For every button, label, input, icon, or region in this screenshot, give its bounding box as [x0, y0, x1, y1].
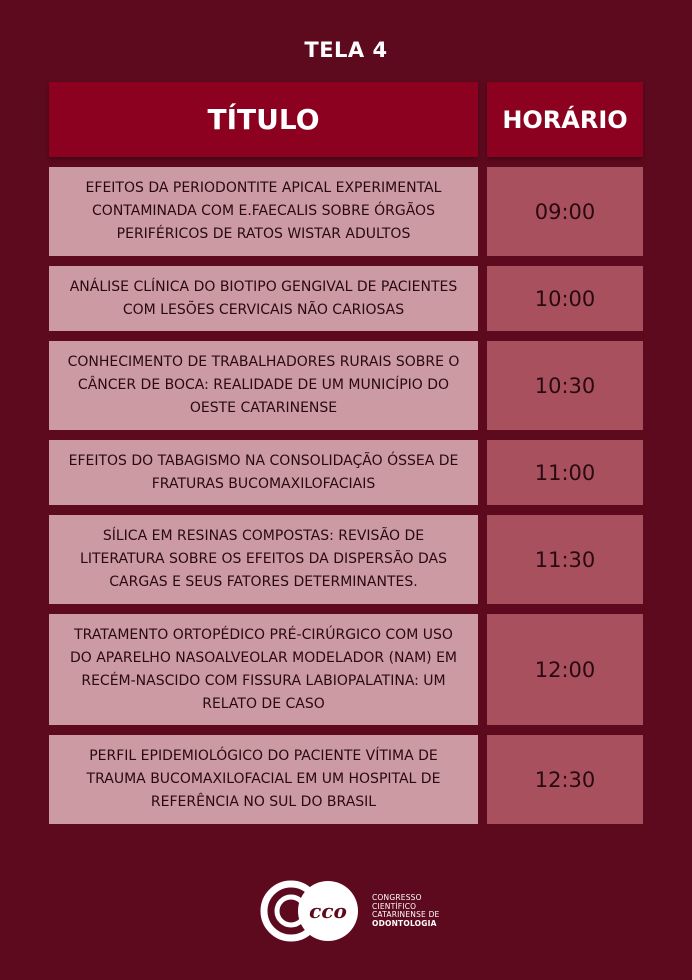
logo-line: CIENTÍFICO	[372, 901, 417, 911]
talk-title: ANÁLISE CLÍNICA DO BIOTIPO GENGIVAL DE PACIENTES COM LESÕES CERVICAIS NÃO CARIOSAS	[49, 266, 478, 331]
table-row	[49, 614, 643, 725]
logo-line: CONGRESSO	[372, 893, 422, 902]
talk-time: 11:30	[487, 515, 643, 604]
talk-time: 10:00	[487, 266, 643, 331]
talk-title: EFEITOS DO TABAGISMO NA CONSOLIDAÇÃO ÓSSEA DE FRATURAS BUCOMAXILOFACIAIS	[49, 440, 478, 505]
table-row	[49, 341, 643, 430]
table-row	[49, 440, 643, 505]
congress-logo	[256, 876, 440, 946]
table-row	[49, 266, 643, 331]
talk-time: 09:00	[487, 167, 643, 256]
screen-title: TELA 4	[304, 38, 388, 62]
column-header-title: TÍTULO	[49, 82, 478, 157]
table-header-row	[49, 82, 643, 157]
table-row	[49, 515, 643, 604]
logo-line: ODONTOLOGIA	[372, 918, 437, 928]
talk-title: PERFIL EPIDEMIOLÓGICO DO PACIENTE VÍTIMA DE TRAUMA BUCOMAXILOFACIAL EM UM HOSPITAL DE REFERÊNCIA NO SUL DO BRASIL	[49, 735, 478, 824]
logo-line: CATARINENSE DE	[372, 910, 440, 919]
talk-time: 12:30	[487, 735, 643, 824]
talk-time: 12:00	[487, 614, 643, 725]
table-row	[49, 167, 643, 256]
logo-text	[372, 894, 440, 928]
talk-title: CONHECIMENTO DE TRABALHADORES RURAIS SOBRE O CÂNCER DE BOCA: REALIDADE DE UM MUNICÍPIO DO OESTE CATARINENSE	[49, 341, 478, 430]
talk-time: 11:00	[487, 440, 643, 505]
talk-title: EFEITOS DA PERIODONTITE APICAL EXPERIMENTAL CONTAMINADA COM E.FAECALIS SOBRE ÓRGÃOS PERIFÉRICOS DE RATOS WISTAR ADULTOS	[49, 167, 478, 256]
talk-title: SÍLICA EM RESINAS COMPOSTAS: REVISÃO DE LITERATURA SOBRE OS EFEITOS DA DISPERSÃO DAS CARGAS E SEUS FATORES DETERMINANTES.	[49, 515, 478, 604]
schedule-table	[49, 82, 643, 834]
column-header-time: HORÁRIO	[487, 82, 643, 157]
logo-mark-text: cco	[309, 899, 347, 923]
talk-time: 10:30	[487, 341, 643, 430]
cco-logo-icon	[256, 876, 364, 946]
talk-title: TRATAMENTO ORTOPÉDICO PRÉ-CIRÚRGICO COM USO DO APARELHO NASOALVEOLAR MODELADOR (NAM) EM RECÉM-NASCIDO COM FISSURA LABIOPALATINA: UM RELATO DE CASO	[49, 614, 478, 725]
table-row	[49, 735, 643, 824]
